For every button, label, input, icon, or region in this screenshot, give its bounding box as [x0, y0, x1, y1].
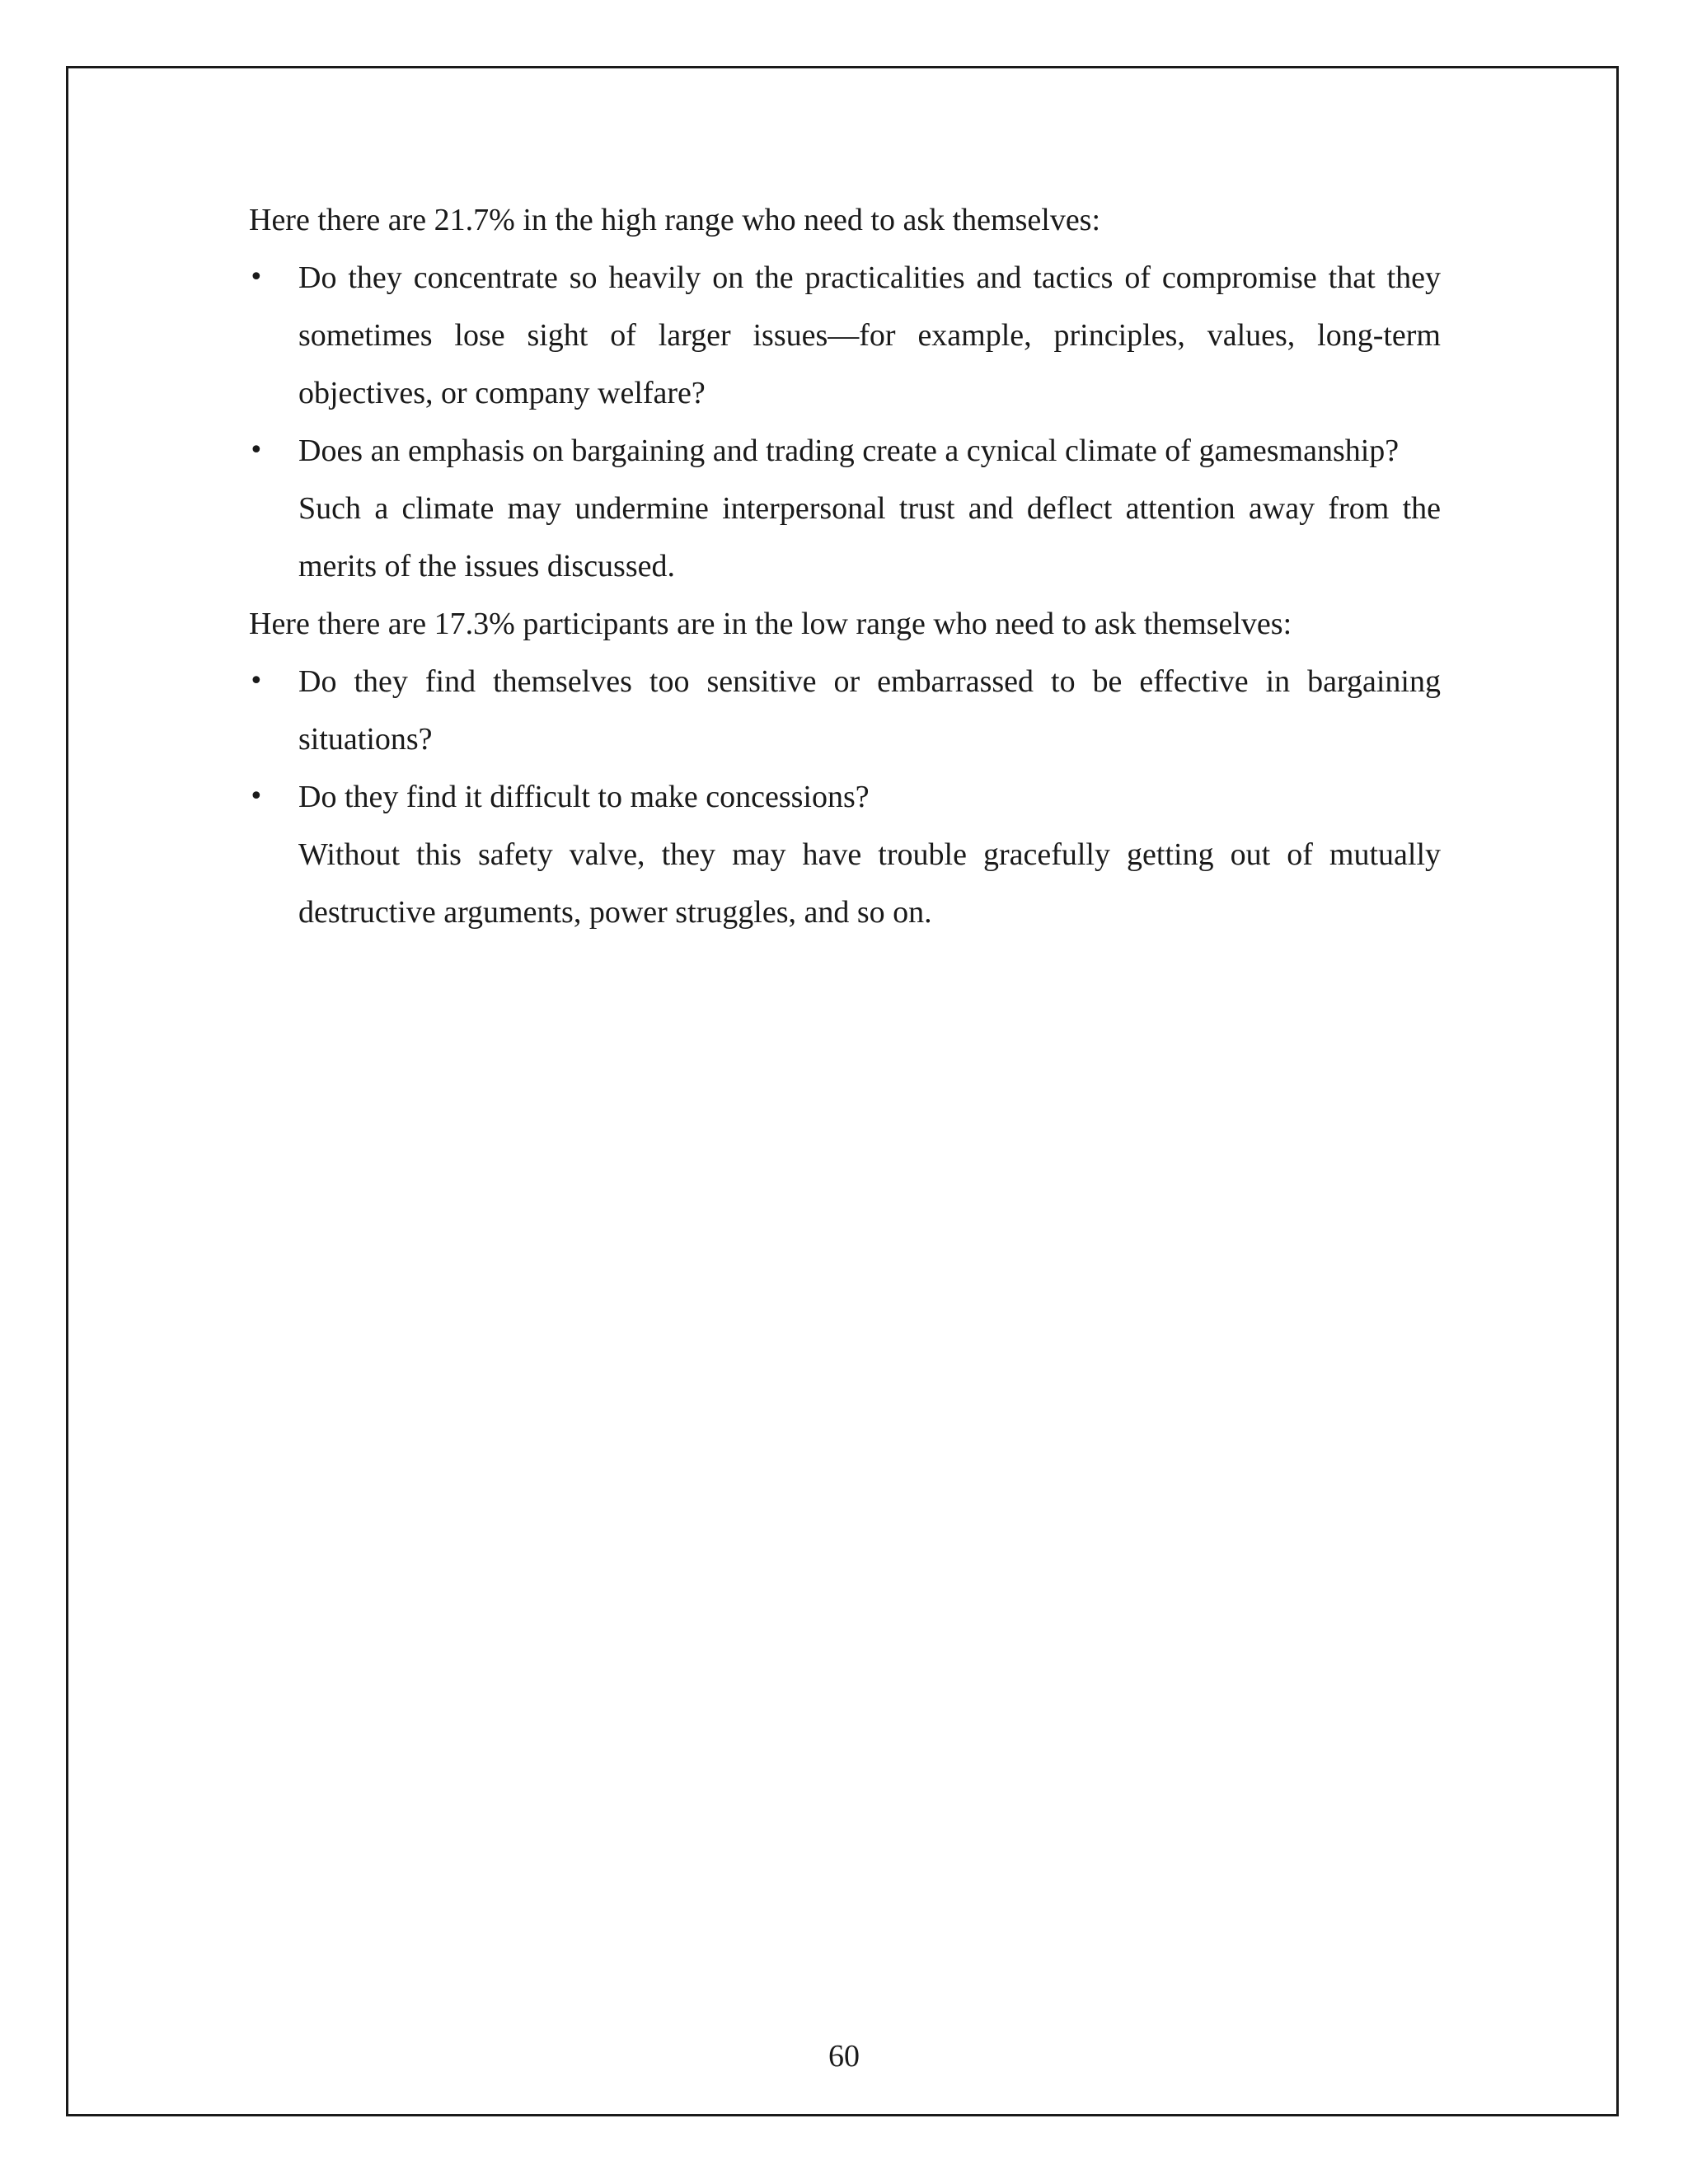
question-text: Do they find it difficult to make concessions?	[298, 780, 870, 814]
question-note: Without this safety valve, they may have trouble gracefully getting out of mutually destructive arguments, power struggles, and so on.	[298, 837, 1441, 930]
bullet-icon: •	[249, 263, 264, 292]
high-range-intro: Here there are 21.7% in the high range who need to ask themselves:	[249, 203, 1101, 237]
list-item	[249, 768, 1441, 941]
question-text: Do they concentrate so heavily on the practicalities and tactics of compromise that they sometimes lose sight of larger issues—for example, principles, values, long-term objectives, or company welfare?	[298, 260, 1441, 410]
question-text: Does an emphasis on bargaining and trading create a cynical climate of gamesmanship?	[298, 434, 1400, 468]
list-item	[249, 422, 1441, 595]
low-range-questions	[249, 653, 1441, 941]
question-text: Do they find themselves too sensitive or embarrassed to be effective in bargaining situations?	[298, 664, 1441, 757]
bullet-icon: •	[249, 782, 264, 811]
question-note: Such a climate may undermine interpersonal trust and deflect attention away from the merits of the issues discussed.	[298, 491, 1441, 583]
page-body	[249, 191, 1441, 941]
list-item	[249, 249, 1441, 422]
bullet-icon: •	[249, 436, 264, 465]
high-range-questions	[249, 249, 1441, 595]
list-item	[249, 653, 1441, 768]
low-range-intro: Here there are 17.3% participants are in the low range who need to ask themselves:	[249, 607, 1292, 641]
bullet-icon: •	[249, 667, 264, 696]
page-number: 60	[828, 2039, 860, 2074]
